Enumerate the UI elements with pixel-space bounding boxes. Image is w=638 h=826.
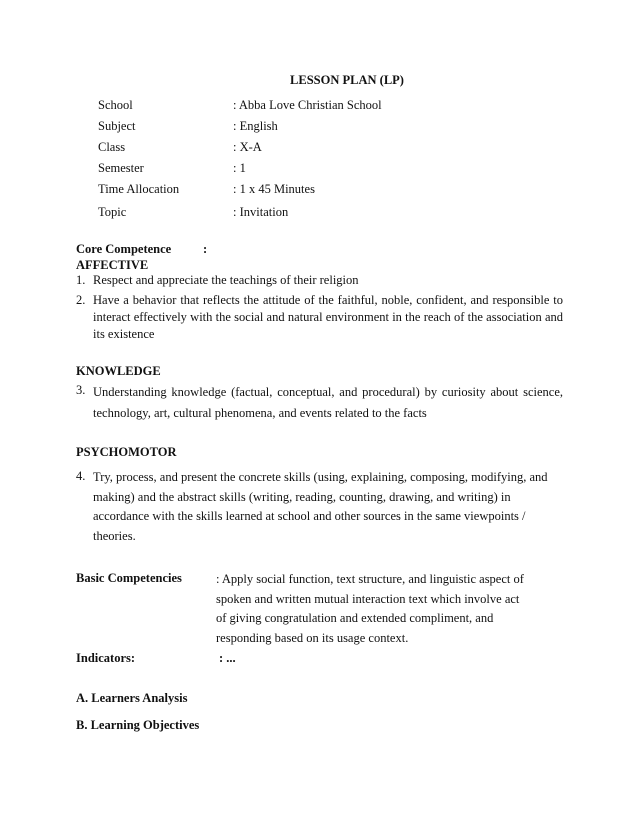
page-title: LESSON PLAN (LP): [290, 73, 404, 87]
info-label-class: Class: [98, 140, 126, 154]
psychomotor-heading: PSYCHOMOTOR: [76, 445, 177, 459]
basic-competencies-label: Basic Competencies: [76, 571, 182, 585]
item-number: 4.: [76, 469, 86, 483]
section-learners-analysis: A. Learners Analysis: [76, 691, 188, 705]
info-value-subject: : English: [233, 119, 278, 133]
info-value-topic: : Invitation: [233, 205, 289, 219]
info-value-time: : 1 x 45 Minutes: [233, 182, 315, 196]
indicators-value: : ...: [219, 651, 236, 665]
info-label-time: Time Allocation: [98, 182, 180, 196]
info-label-subject: Subject: [98, 119, 136, 133]
info-value-school: : Abba Love Christian School: [233, 98, 382, 112]
core-competence-heading: Core Competence: [76, 242, 172, 256]
item-number: 2.: [76, 293, 86, 307]
core-competence-colon: :: [203, 242, 208, 256]
info-value-class: : X-A: [233, 140, 262, 154]
item-number: 1.: [76, 273, 86, 287]
knowledge-item-3: Understanding knowledge (factual, conceptual, and procedural) by curiosity about science, technology, art, cultural phenomena, and events related to the facts: [93, 385, 563, 420]
item-number: 3.: [76, 383, 86, 397]
affective-item-2: Have a behavior that reflects the attitude of the faithful, noble, confident, and responsible to interact effectively with the social and natural environment in the reach of the association and its existence: [93, 293, 563, 341]
affective-heading: AFFECTIVE: [76, 258, 149, 272]
info-label-school: School: [98, 98, 133, 112]
info-label-topic: Topic: [98, 205, 127, 219]
basic-competencies-value: : Apply social function, text structure, and linguistic aspect of spoken and written mutual interaction text which involve act of giving congratulation and extended compliment, and responding based on its usage context.: [216, 572, 524, 645]
indicators-label: Indicators:: [76, 651, 136, 665]
psychomotor-item-4: Try, process, and present the concrete skills (using, explaining, composing, modifying, and making) and the abstract skills (writing, reading, counting, drawing, and writing) in accordance with the skills learned at school and other sources in the same viewpoints / theories.: [93, 470, 548, 543]
section-learning-objectives: B. Learning Objectives: [76, 718, 200, 732]
affective-item-1: Respect and appreciate the teachings of their religion: [93, 273, 359, 287]
info-value-semester: : 1: [233, 161, 246, 175]
knowledge-heading: KNOWLEDGE: [76, 364, 161, 378]
info-label-semester: Semester: [98, 161, 144, 175]
